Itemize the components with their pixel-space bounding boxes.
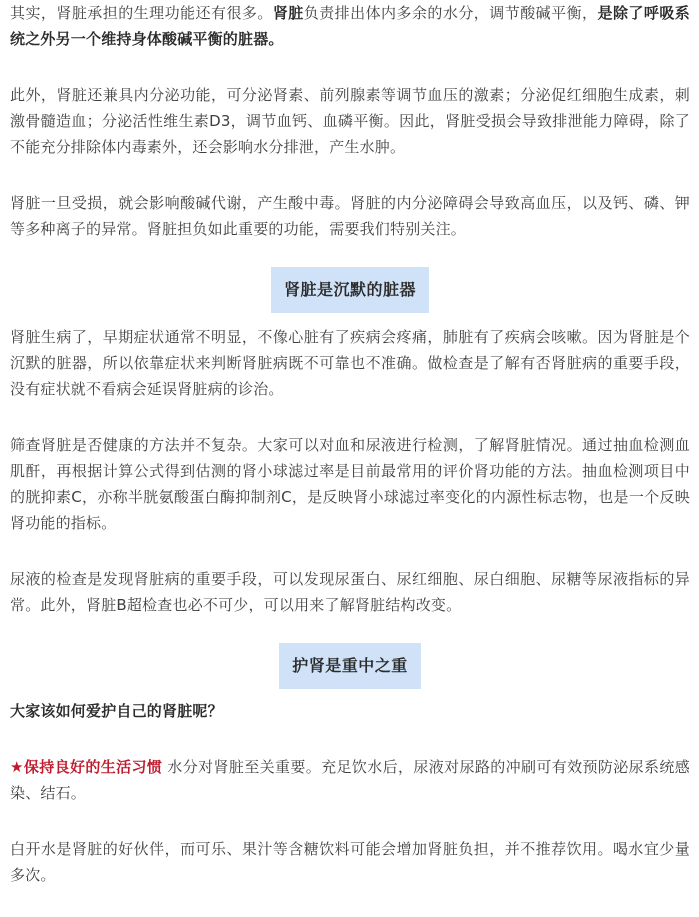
- paragraph-symptoms: 肾脏生病了，早期症状通常不明显，不像心脏有了疾病会疼痛，肺脏有了疾病会咳嗽。因为肾脏是个沉默的脏器，所以依靠症状来判断肾脏病既不可靠也不准确。做检查是了解有否肾脏病的重要手段，没有症状就不看病会延误肾脏病的诊治。: [10, 328, 690, 398]
- article-body: [10, 0, 690, 888]
- question-text: 大家该如何爱护自己的肾脏呢？: [10, 702, 223, 720]
- section-heading-silent-organ: 肾脏是沉默的脏器: [271, 267, 429, 313]
- bold-statement: 是除了呼吸系统之外另一个维持身体酸碱平衡的脏器。: [10, 4, 691, 48]
- tip-title: 保持良好的生活习惯: [23, 758, 163, 776]
- section-heading-protect-kidney: 护肾是重中之重: [279, 643, 421, 689]
- section-heading-wrap: [10, 266, 690, 314]
- text-run: 负责排出体内多余的水分，调节酸碱平衡，: [303, 4, 598, 22]
- spacer: [10, 160, 690, 190]
- spacer: [10, 724, 690, 754]
- question-heading: [10, 698, 690, 724]
- paragraph-screening: 筛查肾脏是否健康的方法并不复杂。大家可以对血和尿液进行检测，了解肾脏情况。通过抽血检测血肌酐，再根据计算公式得到估测的肾小球滤过率是目前最常用的评价肾功能的方法。抽血检测项目中的胱抑素C，亦称半胱氨酸蛋白酶抑制剂C，是反映肾小球滤过率变化的内源性标志物，也是一个反映肾功能的指标。: [10, 436, 690, 532]
- tip-text: 水分对肾脏至关重要。充足饮水后，尿液对尿路的冲刷可有效预防泌尿系统感染、结石。: [10, 758, 690, 802]
- bold-kidney: 肾脏: [272, 4, 304, 22]
- paragraph-functions: [10, 0, 690, 52]
- paragraph-water: 白开水是肾脏的好伙伴，而可乐、果汁等含糖饮料可能会增加肾脏负担，并不推荐饮用。喝水宜少量多次。: [10, 840, 690, 884]
- section-heading-wrap: [10, 642, 690, 690]
- star-icon: ★: [10, 758, 24, 776]
- spacer: [10, 314, 690, 324]
- spacer: [10, 402, 690, 432]
- paragraph-tip-habits: [10, 754, 690, 806]
- spacer: [10, 618, 690, 642]
- paragraph-urine-test: 尿液的检查是发现肾脏病的重要手段，可以发现尿蛋白、尿红细胞、尿白细胞、尿糖等尿液指标的异常。此外，肾脏B超检查也必不可少，可以用来了解肾脏结构改变。: [10, 570, 690, 614]
- paragraph-damage: 肾脏一旦受损，就会影响酸碱代谢，产生酸中毒。肾脏的内分泌障碍会导致高血压，以及钙、磷、钾等多种离子的异常。肾脏担负如此重要的功能，需要我们特别关注。: [10, 194, 690, 238]
- spacer: [10, 806, 690, 836]
- spacer: [10, 52, 690, 82]
- spacer: [10, 536, 690, 566]
- spacer: [10, 242, 690, 266]
- paragraph-endocrine: 此外，肾脏还兼具内分泌功能，可分泌肾素、前列腺素等调节血压的激素；分泌促红细胞生成素，刺激骨髓造血；分泌活性维生素D3，调节血钙、血磷平衡。因此，肾脏受损会导致排泄能力障碍，除了不能充分排除体内毒素外，还会影响水分排泄，产生水肿。: [10, 86, 690, 156]
- text-run: 其实，肾脏承担的生理功能还有很多。: [10, 4, 273, 22]
- spacer: [10, 690, 690, 698]
